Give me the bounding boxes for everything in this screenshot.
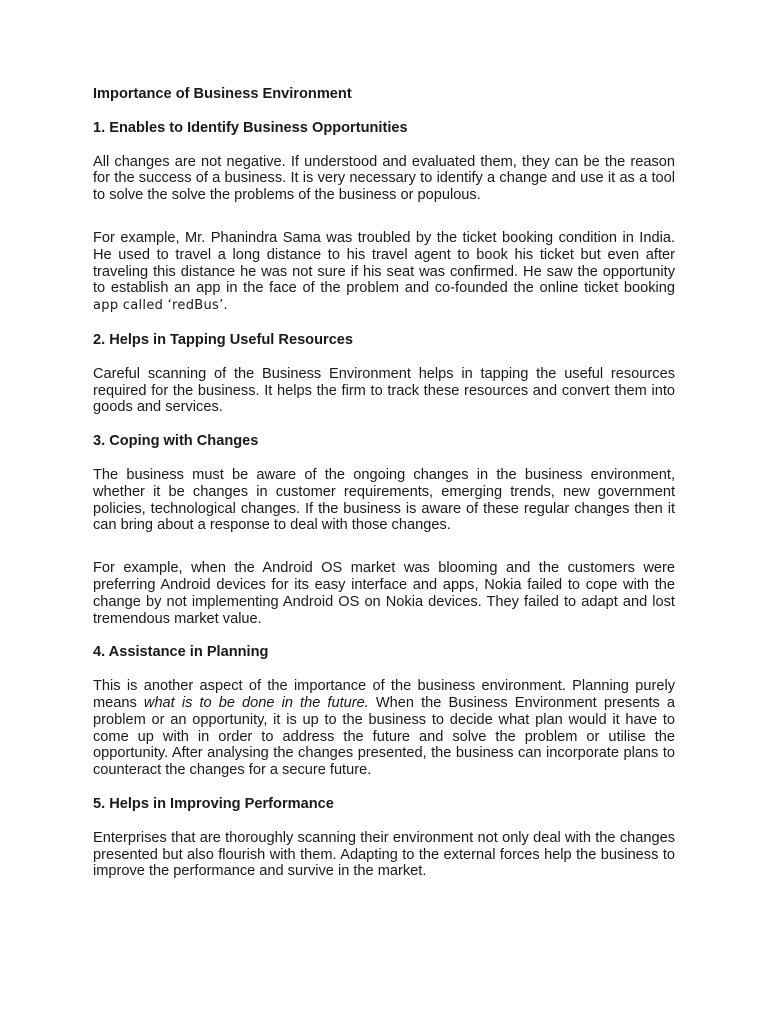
section-2-paragraph-1: Careful scanning of the Business Environment helps in tapping the useful resources required for the business. It helps the firm to track these resources and convert them into goods and services. (93, 365, 675, 416)
section-3-paragraph-1: The business must be aware of the ongoing changes in the business environment, whether it be changes in customer requirements, emerging trends, new government policies, technological changes. If the business is aware of these regular changes then it can bring about a response to deal with those changes. (93, 466, 675, 534)
section-1-paragraph-1: All changes are not negative. If understood and evaluated them, they can be the reason for the success of a business. It is very necessary to identify a change and use it as a tool to solve the solve the problems of the business or populous. (93, 153, 675, 204)
section-heading-4: 4. Assistance in Planning (93, 644, 269, 661)
section-heading-5: 5. Helps in Improving Performance (93, 795, 334, 812)
section-heading-1: 1. Enables to Identify Business Opportunities (93, 119, 408, 136)
section-4-paragraph-1-after: When the Business Environment presents a problem or an opportunity, it is up to the business to decide what plan would it have to come up with in order to address the future and solve the problem or utilise the opportunity. After analysing the changes presented, the business can incorporate plans to counteract the changes for a secure future. (93, 694, 676, 779)
section-1-paragraph-2-main: For example, Mr. Phanindra Sama was troubled by the ticket booking condition in India. He used to travel a long distance to his travel agent to book his ticket but even after traveling this distance he was not sure if his seat was confirmed. He saw the opportunity to establish an app in the face of the problem and co-founded the online ticket booking (93, 229, 675, 297)
section-1-paragraph-2 (93, 230, 675, 315)
section-3-paragraph-2: For example, when the Android OS market was blooming and the customers were preferring Android devices for its easy interface and apps, Nokia failed to cope with the change by not implementing Android OS on Nokia devices. They failed to adapt and lost tremendous market value. (93, 560, 675, 627)
section-4-paragraph-1-before: This is another aspect of the importance of the business environment. Planning purely means (93, 678, 675, 711)
document-title: Importance of Business Environment (93, 86, 352, 102)
section-4-paragraph-1-italic: what is to be done in the future. (143, 694, 369, 711)
section-1-paragraph-2-tail: app called ‘redBus’. (93, 298, 228, 314)
section-heading-2: 2. Helps in Tapping Useful Resources (93, 331, 354, 348)
document-page (93, 86, 675, 897)
section-5-paragraph-1: Enterprises that are thoroughly scanning their environment not only deal with the changes presented but also flourish with them. Adapting to the external forces help the business to improve the performance and survive in the market. (93, 829, 675, 880)
section-4-paragraph-1 (93, 678, 675, 779)
section-heading-3: 3. Coping with Changes (93, 433, 259, 450)
